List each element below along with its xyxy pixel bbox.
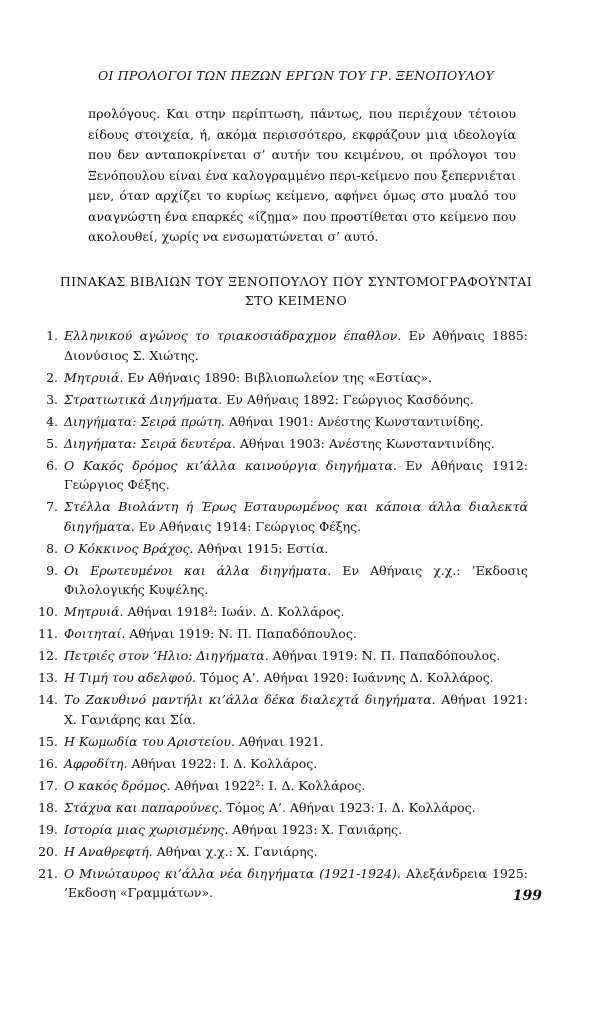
book-title: Ελληνικού αγώνος το τριακοσιάδραχμον έπαθλον. [64, 328, 402, 343]
book-title: Η Αναθρεφτή. [64, 843, 153, 859]
book-number: 10. [38, 604, 58, 619]
book-publication-details: Αθήναι 1919: Ν. Π. Παπαδόπουλος. [272, 648, 501, 663]
book-list-item [0, 539, 528, 559]
book-title: Αφροδίτη. [64, 755, 128, 771]
book-title: Η Τιμή του αδελφού. [64, 670, 197, 685]
book-publication-details: Εν Αθήναις 1885: Διονύσιος Σ. Χιώτης. [64, 328, 528, 363]
book-publication-details: Αθήναι 1923: Χ. Γανιάρης. [232, 821, 403, 837]
book-title: Φοιτηταί. [64, 626, 126, 641]
book-number: 18. [38, 799, 58, 815]
book-title: Στρατιωτικά Διηγήματα. [64, 391, 223, 407]
book-list-item [0, 456, 528, 495]
book-list-item [0, 412, 528, 432]
book-number: 19. [38, 821, 58, 837]
book-list-item [0, 798, 528, 818]
intro-paragraph: προλόγους. Και στην περίπτωση, πάντως, που περιέχουν τέτοιου είδους στοιχεία, ή, ακόμα περισσότερο, εκφράζουν μια ιδεολογία που δεν ανταποκρίνεται σ’ αυτήν του κειμένου, οι πρόλογοι του Ξενόπουλου είναι ένα καλογραμμένο περι-κείμενο που ξεπερνιέται μεν, όταν αρχίζει το κυρίως κείμενο, αφήνει όμως στο μυαλό του αναγνώστη ένα επαρκές «ίζημα» που προστίθεται στο κείμενο που ακολουθεί, χωρίς να ενσωματώνεται σ’ αυτό. [88, 106, 516, 244]
book-title: Διηγήματα: Σειρά πρώτη. [64, 413, 225, 429]
book-list-item [0, 368, 528, 388]
book-number: 1. [46, 328, 58, 343]
book-title: Ο Κακός δρόμος κι’άλλα καινούργια διηγήματα. [64, 457, 397, 473]
book-publication-details: Αθήναι 1919: Ν. Π. Παπαδόπουλος. [129, 626, 357, 641]
book-list-item [0, 864, 528, 903]
book-number: 13. [38, 670, 58, 685]
book-title: Στέλλα Βιολάντη ή Έρως Εσταυρωμένος και κάποια άλλα διαλεκτά διηγήματα. [64, 499, 528, 534]
book-publication-details: Εν Αθήναις 1890: Βιβλιοπωλείον της «Εστίας». [127, 369, 433, 385]
book-list-item [0, 690, 528, 729]
book-title: Το Ζακυθινό μαντήλι κι’άλλα δέκα διαλεχτά διηγήματα. [64, 692, 436, 707]
book-list-item [0, 434, 528, 454]
book-number: 2. [46, 369, 58, 385]
book-publication-details: Αθήναι 1918²: Ιωάν. Δ. Κολλάρος. [127, 604, 345, 619]
book-publication-details: Εν Αθήναις 1912: Γεώργιος Φέξης. [64, 457, 528, 492]
book-number: 4. [46, 413, 58, 429]
book-list-item [0, 561, 528, 600]
book-title: Ο Κόκκινος Βράχος. [64, 540, 194, 556]
book-title: Διηγήματα: Σειρά δευτέρα. [64, 435, 236, 451]
book-list [0, 326, 592, 905]
book-list-item [0, 602, 528, 622]
book-number: 8. [46, 540, 58, 556]
book-number: 5. [46, 435, 58, 451]
book-title: Ο Μινώταυρος κι’άλλα νέα διηγήματα (1921-1924). [64, 865, 401, 881]
book-publication-details: Εν Αθήναις 1914: Γεώργιος Φέξης. [138, 518, 362, 534]
section-title-line-2: ΣΤΟ ΚΕΙΜΕΝΟ [244, 293, 348, 308]
book-publication-details: Τόμος Α’. Αθήναι 1920: Ιωάννης Δ. Κολλάρος. [200, 670, 494, 685]
book-publication-details: Τόμος Α’. Αθήναι 1923: Ι. Δ. Κολλάρος. [226, 799, 476, 815]
book-number: 7. [46, 499, 58, 514]
book-number: 14. [38, 692, 58, 707]
book-title: Μητρυιά. [64, 369, 124, 385]
book-title: Η Κωμωδία του Αριστείου. [64, 733, 236, 749]
book-publication-details: Εν Αθήναις 1892: Γεώργιος Κασδόνης. [226, 391, 474, 407]
book-publication-details: Εν Αθήναις χ.χ.: ’Εκδοσις Φιλολογικής Κυψέλης. [64, 562, 528, 597]
book-publication-details: Αθήναι 1921: Χ. Γανιάρης και Σία. [64, 692, 528, 727]
running-head: ΟΙ ΠΡΟΛΟΓΟΙ ΤΩΝ ΠΕΖΩΝ ΕΡΓΩΝ ΤΟΥ ΓΡ. ΞΕΝΟΠΟΥΛΟΥ [98, 68, 494, 83]
book-number: 9. [46, 562, 58, 578]
book-title: Μητρυιά. [64, 604, 124, 619]
book-list-item [0, 326, 528, 365]
book-list-item [0, 390, 528, 410]
book-number: 15. [38, 733, 58, 749]
book-number: 21. [38, 865, 58, 881]
book-publication-details: Αθήναι 1901: Ανέστης Κωνσταντινίδης. [228, 413, 484, 429]
book-list-item [0, 668, 528, 688]
book-publication-details: Αθήναι 1915: Εστία. [197, 540, 329, 556]
section-title-line-1: ΠΙΝΑΚΑΣ ΒΙΒΛΙΩΝ ΤΟΥ ΞΕΝΟΠΟΥΛΟΥ ΠΟΥ ΣΥΝΤΟΜΟΓΡΑΦΟΥΝΤΑΙ [59, 274, 533, 289]
book-publication-details: Αθήναι χ.χ.: Χ. Γανιάρης. [156, 843, 318, 859]
book-number: 16. [38, 755, 58, 771]
book-number: 3. [46, 391, 58, 407]
book-publication-details: Αλεξάνδρεια 1925: ’Εκδοση «Γραμμάτων». [64, 865, 528, 900]
book-list-item [0, 497, 528, 536]
book-publication-details: Αθήναι 1922: Ι. Δ. Κολλάρος. [131, 755, 318, 771]
book-number: 11. [38, 626, 58, 641]
book-publication-details: Αθήναι 1921. [239, 733, 324, 749]
book-list-item [0, 646, 528, 666]
page-number: 199 [512, 888, 542, 904]
book-title: Οι Ερωτευμένοι και άλλα διηγήματα. [64, 562, 332, 578]
book-publication-details: Αθήναι 1903: Ανέστης Κωνσταντινίδης. [239, 435, 495, 451]
book-number: 17. [38, 777, 58, 793]
book-list-item [0, 776, 528, 796]
book-list-item [0, 842, 528, 862]
book-number: 6. [46, 457, 58, 473]
intro-paragraph-block [88, 104, 516, 248]
book-list-item [0, 732, 528, 752]
book-number: 20. [38, 843, 58, 859]
book-title: Ο κακός δρόμος. [64, 777, 171, 793]
book-number: 12. [38, 648, 58, 663]
book-list-item [0, 820, 528, 840]
section-title [0, 272, 592, 310]
book-publication-details: Αθήναι 1922²: Ι. Δ. Κολλάρος. [174, 777, 366, 793]
book-title: Στάχυα και παπαρούνες. [64, 799, 223, 815]
book-title: Ιστορία μιας χωρισμένης. [64, 821, 229, 837]
book-list-item [0, 754, 528, 774]
book-list-item [0, 624, 528, 644]
book-title: Πετριές στον ’Ηλιο: Διηγήματα. [64, 648, 269, 663]
